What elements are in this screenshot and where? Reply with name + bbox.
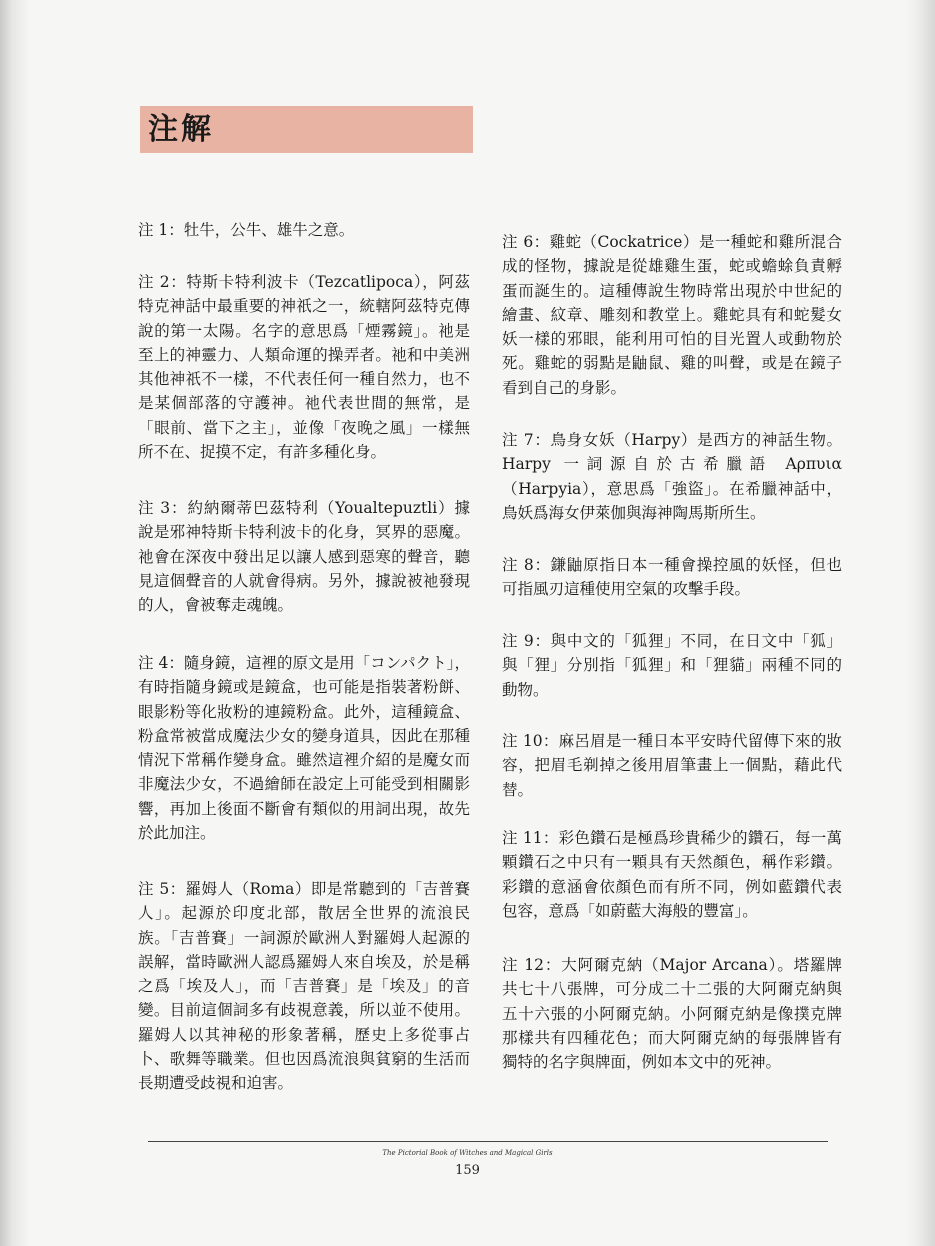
footer-book-title: The Pictorial Book of Witches and Magical Girls [382, 1149, 553, 1157]
note-1: 注 1：牡牛，公牛、雄牛之意。 [138, 221, 355, 239]
note-11: 注 11：彩色鑽石是極爲珍貴稀少的鑽石，每一萬顆鑽石之中只有一顆具有天然顏色，稱作彩鑽。彩鑽的意涵會依顏色而有所不同，例如藍鑽代表包容，意爲「如蔚藍大海般的豐富」。 [502, 829, 842, 920]
note-9: 注 9：與中文的「狐狸」不同，在日文中「狐」與「狸」分別指「狐狸」和「狸貓」兩種不同的動物。 [502, 632, 842, 699]
note-12: 注 12：大阿爾克納（Major Arcana）。塔羅牌共七十八張牌，可分成二十二張的大阿爾克納與五十六張的小阿爾克納。小阿爾克納是像撲克牌那樣共有四種花色；而大阿爾克納的每張牌皆有獨特的名字與牌面，例如本文中的死神。 [502, 956, 842, 1072]
note-5: 注 5：羅姆人（Roma）即是常聽到的「吉普賽人」。起源於印度北部，散居全世界的流浪民族。「吉普賽」一詞源於歐洲人對羅姆人起源的誤解，當時歐洲人認爲羅姆人來自埃及，於是稱之爲「埃及人」，而「吉普賽」是「埃及」的音變。目前這個詞多有歧視意義，所以並不使用。羅姆人以其神秘的形象著稱，歷史上多從事占卜、歌舞等職業。但也因爲流浪與貧窮的生活而長期遭受歧視和迫害。 [138, 880, 470, 1093]
note-6: 注 6：雞蛇（Cockatrice）是一種蛇和雞所混合成的怪物，據說是從雄雞生蛋，蛇或蟾蜍負責孵蛋而誕生的。這種傳說生物時常出現於中世紀的繪畫、紋章、雕刻和教堂上。雞蛇具有和蛇髮女妖一樣的邪眼，能利用可怕的目光置人或動物於死。雞蛇的弱點是鼬鼠、雞的叫聲，或是在鏡子看到自己的身影。 [502, 233, 842, 397]
note-4: 注 4：隨身鏡，這裡的原文是用「コンパクト」，有時指隨身鏡或是鏡盒，也可能是指裝著粉餅、眼影粉等化妝粉的連鏡粉盒。此外，這種鏡盒、粉盒常被當成魔法少女的變身道具，因此在那種情況下常稱作變身盒。雖然這裡介紹的是魔女而非魔法少女，不過繪師在設定上可能受到相關影響，再加上後面不斷會有類似的用詞出現，故先於此加注。 [138, 654, 470, 843]
footer-divider [148, 1141, 828, 1142]
note-3: 注 3：約納爾蒂巴茲特利（Youaltepuztli）據說是邪神特斯卡特利波卡的化身，冥界的惡魔。祂會在深夜中發出足以讓人感到惡寒的聲音，聽見這個聲音的人就會得病。另外，據說被祂發現的人，會被奪走魂魄。 [138, 499, 470, 615]
binding-gutter-shadow [0, 0, 30, 1246]
note-8: 注 8：鎌鼬原指日本一種會操控風的妖怪，但也可指風刃這種使用空氣的攻擊手段。 [502, 556, 842, 599]
note-10: 注 10：麻呂眉是一種日本平安時代留傳下來的妝容，把眉毛剃掉之後用眉筆畫上一個點，藉此代替。 [502, 732, 842, 799]
note-7: 注 7：鳥身女妖（Harpy）是西方的神話生物。Harpy 一詞源自於古希臘語 Αρπυια（Harpyia），意思爲「強盜」。在希臘神話中，鳥妖爲海女伊萊伽與海神陶馬斯所生。 [502, 431, 842, 522]
page-heading: 注解 [148, 112, 214, 147]
page-number: 159 [455, 1163, 480, 1178]
note-2: 注 2：特斯卡特利波卡（Tezcatlipoca），阿茲特克神話中最重要的神祇之一，統轄阿茲特克傳說的第一太陽。名字的意思爲「煙霧鏡」。祂是至上的神靈力、人類命運的操弄者。祂和中美洲其他神祇不一樣，不代表任何一種自然力，也不是某個部落的守護神。祂代表世間的無常，是「眼前、當下之主」，並像「夜晚之風」一樣無所不在、捉摸不定，有許多種化身。 [138, 273, 470, 462]
page-edge-shadow [905, 0, 935, 1246]
